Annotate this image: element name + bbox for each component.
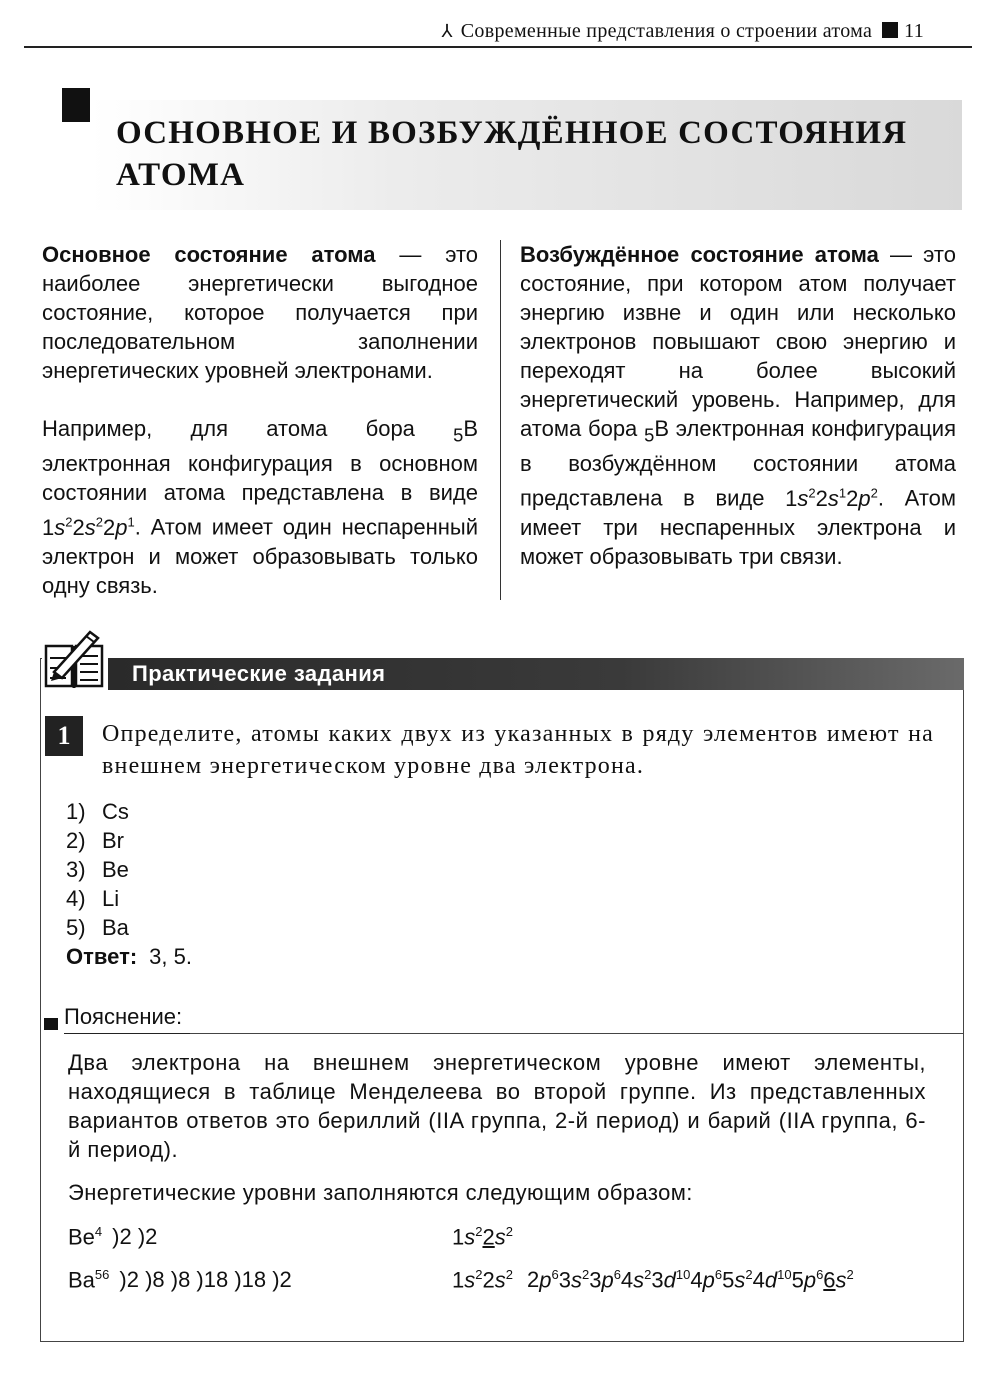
cfg-part: 2 bbox=[65, 514, 73, 530]
cfg-part: 2 bbox=[72, 514, 85, 540]
header-square-icon bbox=[882, 22, 898, 38]
cfg-part: 2 bbox=[482, 1267, 495, 1293]
excited-state-column bbox=[520, 240, 956, 571]
ground-state-definition bbox=[42, 240, 478, 385]
cfg-part: 2 bbox=[870, 485, 878, 501]
ground-example-pre: Например, для атома бора bbox=[42, 416, 454, 441]
cfg-part: 10 bbox=[675, 1267, 691, 1282]
be-shell-list: )2 )2 bbox=[112, 1224, 158, 1250]
explanation-square-icon bbox=[44, 1018, 58, 1030]
option-label: Li bbox=[102, 886, 120, 911]
excited-state-term: Возбуждённое состояние атома bbox=[520, 242, 879, 267]
answer-label: Ответ: bbox=[66, 944, 138, 969]
explanation-label: Пояснение: bbox=[64, 1004, 183, 1029]
cfg-part: 1 bbox=[452, 1224, 465, 1250]
option-number: 1) bbox=[66, 799, 86, 824]
boron-atomic-number: 5 bbox=[453, 424, 464, 446]
cfg-part: p bbox=[702, 1267, 715, 1293]
excited-definition-text: — это состояние, при котором атом получает энергию извне и один или несколько электронов повышают свою энергию и переходят на более высокий энергетический уровень. Например, для атома бора bbox=[520, 242, 956, 441]
page-number: 11 bbox=[904, 20, 924, 42]
cfg-part: 2 bbox=[815, 485, 828, 511]
cfg-part: 2 bbox=[505, 1267, 513, 1282]
cfg-part: 2 bbox=[102, 514, 116, 540]
option-item bbox=[66, 826, 192, 855]
cfg-part: 6 bbox=[714, 1267, 723, 1282]
explanation-label-underline bbox=[64, 1033, 192, 1034]
notebook-pencil-icon bbox=[42, 628, 108, 694]
cfg-part: 3 bbox=[589, 1267, 602, 1293]
cfg-part: 2 bbox=[846, 1267, 854, 1282]
cfg-part: s bbox=[84, 514, 96, 540]
task-number: 1 bbox=[45, 716, 83, 756]
chapter-title: ОСНОВНОЕ И ВОЗБУЖДЁННОЕ СОСТОЯНИЯ АТОМА bbox=[116, 115, 908, 193]
option-item bbox=[66, 913, 192, 942]
cfg-part: 4 bbox=[690, 1267, 703, 1293]
cfg-part: 6 bbox=[613, 1267, 621, 1282]
option-number: 2) bbox=[66, 828, 86, 853]
title-square-icon bbox=[62, 88, 90, 122]
explanation-paragraph: Два электрона на внешнем энергетическом уровне имеют элементы, находящиеся в таблице Менделеева во второй группе. Из представленных вариантов ответов это бериллий (IIA группа, 2-й период) и барий (IIA группа, 6-й период). bbox=[68, 1050, 926, 1162]
cfg-part: s bbox=[54, 514, 66, 540]
cfg-part: s bbox=[570, 1267, 582, 1293]
be-config bbox=[452, 1224, 513, 1250]
ground-example-mid: электронная конфигурация в основном состоянии атома представлена в виде bbox=[42, 451, 478, 506]
option-label: Cs bbox=[102, 799, 129, 824]
atom-icon: ⅄ bbox=[441, 21, 453, 41]
option-label: Br bbox=[102, 828, 124, 853]
cfg-part: 1 bbox=[838, 485, 847, 501]
excited-state-definition bbox=[520, 240, 956, 571]
cfg-part: 6 bbox=[551, 1267, 559, 1282]
answer-value: 3, 5. bbox=[149, 944, 192, 969]
cfg-part: p bbox=[858, 485, 871, 511]
running-header bbox=[24, 8, 972, 48]
cfg-part: 2 bbox=[482, 1224, 495, 1250]
ground-example-post: . Атом имеет один неспаренный электрон и может образовывать только одну связь. bbox=[42, 514, 478, 598]
option-label: Ba bbox=[102, 915, 129, 940]
cfg-part: s bbox=[835, 1267, 847, 1293]
ba-symbol: Ba bbox=[68, 1267, 95, 1293]
cfg-part: 3 bbox=[558, 1267, 571, 1293]
cfg-part: s bbox=[464, 1267, 476, 1293]
cfg-part: s bbox=[494, 1224, 506, 1250]
running-header-text: Современные представления о строении атома bbox=[460, 20, 873, 42]
boron-atomic-number: 5 bbox=[644, 424, 655, 446]
cfg-part: s bbox=[797, 485, 809, 511]
cfg-part: d bbox=[663, 1267, 676, 1293]
boron-symbol: B bbox=[463, 416, 478, 441]
ba-sup: 56 bbox=[94, 1267, 110, 1282]
cfg-part: p bbox=[601, 1267, 614, 1293]
excited-example-post: . Атом имеет три неспаренных электрона и может образовывать три связи. bbox=[520, 485, 957, 569]
cfg-part: 2 bbox=[745, 1267, 753, 1282]
option-number: 5) bbox=[66, 915, 86, 940]
cfg-part: 2 bbox=[526, 1267, 540, 1293]
cfg-part: 2 bbox=[581, 1267, 590, 1282]
cfg-part: 1 bbox=[42, 514, 55, 540]
cfg-part: s bbox=[827, 485, 839, 511]
ground-state-column bbox=[42, 240, 478, 600]
cfg-part: 1 bbox=[785, 485, 798, 511]
explanation-label-wrap bbox=[42, 1004, 182, 1030]
cfg-part: 2 bbox=[475, 1267, 483, 1282]
be-sup: 4 bbox=[94, 1224, 103, 1239]
cfg-part: s bbox=[494, 1267, 506, 1293]
cfg-part: s bbox=[734, 1267, 746, 1293]
cfg-part: 2 bbox=[644, 1267, 652, 1282]
cfg-part: s bbox=[464, 1224, 476, 1250]
cfg-part: 6 bbox=[823, 1267, 836, 1293]
answer-options bbox=[66, 797, 192, 971]
cfg-part: 1 bbox=[452, 1267, 465, 1293]
cfg-part: p bbox=[539, 1267, 552, 1293]
ba-config bbox=[452, 1267, 854, 1293]
cfg-part: 2 bbox=[505, 1224, 513, 1239]
cfg-part: s bbox=[633, 1267, 645, 1293]
boron-symbol: B bbox=[654, 416, 669, 441]
cfg-part: p bbox=[803, 1267, 817, 1293]
ba-shells bbox=[68, 1267, 292, 1293]
be-symbol: Be bbox=[68, 1224, 95, 1250]
cfg-part: 2 bbox=[846, 485, 859, 511]
practice-title: Практические задания bbox=[132, 661, 386, 686]
option-number: 3) bbox=[66, 857, 86, 882]
cfg-part: 3 bbox=[651, 1267, 664, 1293]
cfg-part: 5 bbox=[722, 1267, 735, 1293]
cfg-part: 4 bbox=[752, 1267, 765, 1293]
ground-config bbox=[42, 515, 135, 540]
cfg-part: d bbox=[764, 1267, 778, 1293]
cfg-part: 6 bbox=[816, 1267, 824, 1282]
running-header-text-line bbox=[442, 20, 925, 43]
excited-example-mid: электронная конфигурация в возбуждённом состоянии атома представлена в виде bbox=[520, 416, 956, 511]
column-divider bbox=[500, 240, 501, 600]
explanation-frame-top bbox=[190, 1033, 964, 1034]
cfg-part: 1 bbox=[127, 514, 135, 530]
excited-config bbox=[785, 486, 878, 511]
cfg-part: 10 bbox=[777, 1267, 792, 1282]
cfg-part: 2 bbox=[808, 485, 816, 501]
ground-state-term: Основное состояние атома bbox=[42, 242, 376, 267]
notebook-pencil-icon-svg bbox=[42, 628, 108, 694]
option-number: 4) bbox=[66, 886, 86, 911]
ba-shell-list: )2 )8 )8 )18 )18 )2 bbox=[119, 1267, 292, 1293]
explanation-intro: Энергетические уровни заполняются следующим образом: bbox=[68, 1180, 693, 1205]
option-item bbox=[66, 884, 192, 913]
answer-line bbox=[66, 942, 192, 971]
cfg-part: p bbox=[115, 514, 128, 540]
task-question: Определите, атомы каких двух из указанных в ряду элементов имеют на внешнем энергетическом уровне два электрона. bbox=[102, 721, 934, 779]
option-item bbox=[66, 797, 192, 826]
option-label: Be bbox=[102, 857, 129, 882]
cfg-part: 2 bbox=[475, 1224, 483, 1239]
be-shells bbox=[68, 1224, 157, 1250]
option-item bbox=[66, 855, 192, 884]
cfg-part: 5 bbox=[791, 1267, 804, 1293]
cfg-part: 2 bbox=[95, 514, 103, 530]
ground-state-definition-text: — это наиболее энергетически выгодное состояние, которое получается при последовательном заполнении энергетических уровней электронами. bbox=[42, 242, 479, 383]
ground-state-example bbox=[42, 414, 478, 600]
cfg-part: 4 bbox=[620, 1267, 634, 1293]
